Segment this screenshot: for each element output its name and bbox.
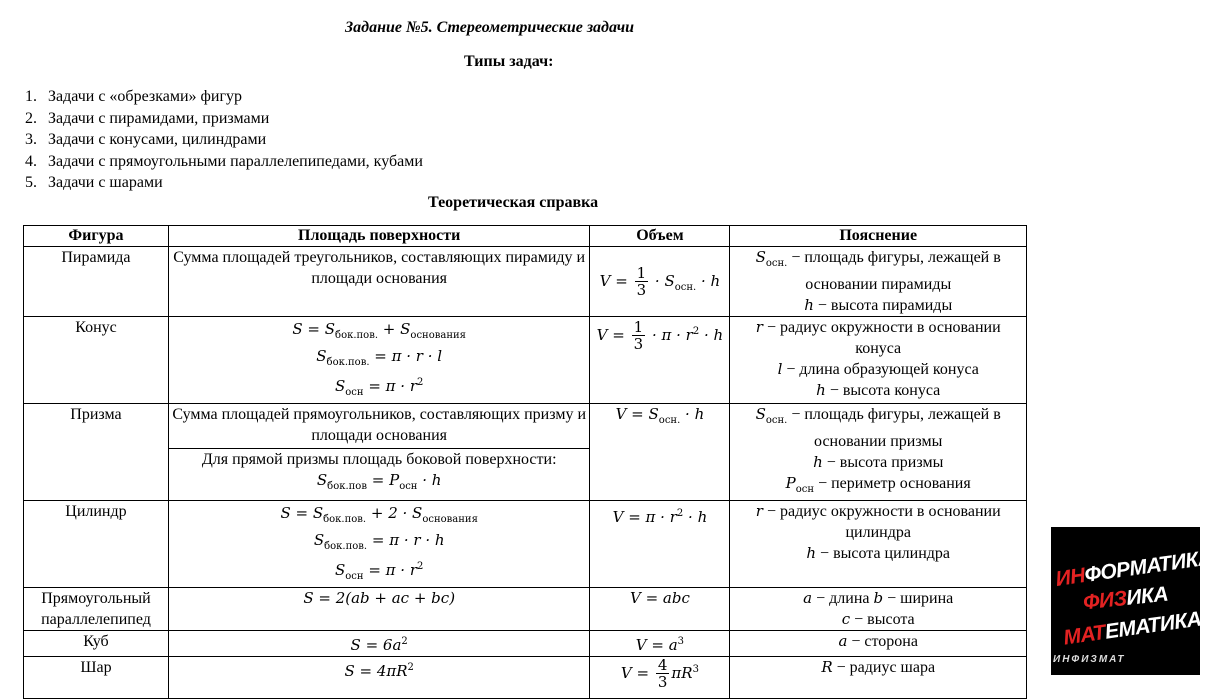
volume-formula: V = abc — [629, 589, 690, 607]
note-line: h − высота призмы — [813, 453, 944, 471]
note-line: h − высота пирамиды — [804, 296, 953, 314]
area-formula: $S = 4\pi R^2$ — [344, 662, 414, 680]
list-item-text: Задачи с конусами, цилиндрами — [48, 131, 267, 149]
list-item-number: 1. — [25, 88, 37, 105]
area-formula-line: $S_{бок.пов.} = \pi \cdot r \cdot l$ — [316, 347, 443, 368]
note-line: l − длина образующей конуса — [777, 360, 979, 378]
formula-table — [23, 225, 1027, 699]
note-line: h − высота цилиндра — [806, 544, 951, 562]
area-cell — [168, 657, 590, 699]
column-header-notes: Пояснение — [730, 226, 1027, 247]
list-item-number: 4. — [25, 152, 37, 170]
task-types-list — [25, 86, 423, 194]
area-formula: $S = 6a^2$ — [350, 636, 408, 654]
table-row-cone — [24, 317, 1027, 404]
volume-formula: $V = S_{осн.} \cdot h$ — [615, 405, 705, 426]
table-header-row — [24, 226, 1027, 247]
notes-cell: a − сторона — [730, 631, 1027, 657]
list-item-text: Задачи с «обрезками» фигур — [48, 88, 242, 105]
table-row-sphere — [24, 657, 1027, 699]
list-item-text: Задачи с прямоугольными параллелепипедами, кубами — [48, 152, 423, 170]
note-line: a − длина b − ширина — [803, 589, 954, 607]
notes-cell — [730, 501, 1027, 588]
note-line: c − высота — [841, 610, 915, 628]
list-item — [25, 86, 423, 108]
area-formula: $S_{бок.пов} = P_{осн} \cdot h$ — [316, 471, 442, 493]
volume-formula: $V = \pi \cdot r^2 \cdot h$ — [612, 508, 708, 526]
figure-cell: Цилиндр — [24, 501, 169, 588]
note-line: $S_{осн.}$ − площадь фигуры, лежащей в основании пирамиды — [755, 248, 1001, 293]
figure-cell: Конус — [24, 317, 169, 404]
area-formula: S = 2(ab + ac + bc) — [303, 589, 456, 607]
volume-cell — [590, 588, 730, 631]
volume-cell — [590, 657, 730, 699]
fraction: $\frac{1}{3}$ — [633, 318, 644, 353]
volume-cell — [590, 501, 730, 588]
area-cell: Сумма площадей треугольников, составляющих пирамиду и площади основания — [168, 247, 590, 317]
table-row-cube — [24, 631, 1027, 657]
volume-cell — [590, 631, 730, 657]
figure-cell: Прямоугольный параллелепипед — [24, 588, 169, 631]
figure-cell: Шар — [24, 657, 169, 699]
theory-heading: Теоретическая справка — [428, 194, 599, 211]
volume-cell — [590, 247, 730, 317]
area-cell: Сумма площадей прямоугольников, составляющих призму и площади основания — [168, 404, 590, 449]
area-cell — [168, 631, 590, 657]
area-formula-line: $S = S_{бок.пов.} + S_{основания}$ — [292, 320, 466, 341]
note-line: r − радиус окружности в основании цилиндра — [755, 502, 1001, 541]
note-line: $P_{осн}$ − периметр основания — [785, 474, 971, 495]
area-formula-line: $S_{осн} = \pi \cdot r^2$ — [334, 561, 424, 582]
area-formula-line: $S = S_{бок.пов.} + 2 \cdot S_{основания}$ — [280, 504, 478, 525]
table-row-prism — [24, 404, 1027, 449]
list-item-number: 3. — [25, 131, 37, 149]
figure-cell: Призма — [24, 404, 169, 501]
notes-cell: R − радиус шара — [730, 657, 1027, 699]
notes-cell — [730, 317, 1027, 404]
column-header-volume: Объем — [590, 226, 730, 247]
area-cell — [168, 501, 590, 588]
notes-cell — [730, 247, 1027, 317]
list-item — [25, 172, 423, 194]
notes-cell — [730, 404, 1027, 501]
column-header-figure: Фигура — [24, 226, 169, 247]
notes-cell — [730, 588, 1027, 631]
list-item — [25, 151, 423, 173]
volume-formula: V = $\frac{1}{3}$ · $S_{осн.} \cdot h$ — [599, 264, 721, 299]
list-item-number: 2. — [25, 109, 37, 127]
volume-cell — [590, 404, 730, 501]
logo-line: ФИЗИКА — [1081, 582, 1170, 615]
logo-caption: ИНФИЗМАТ — [1053, 654, 1126, 665]
area-formula-line: $S_{бок.пов.} = \pi \cdot r \cdot h$ — [313, 531, 445, 552]
table-row-box — [24, 588, 1027, 631]
column-header-area: Площадь поверхности — [168, 226, 590, 247]
list-item-text: Задачи с шарами — [48, 174, 163, 192]
list-item-text: Задачи с пирамидами, призмами — [48, 109, 270, 127]
figure-cell: Пирамида — [24, 247, 169, 317]
logo-line: ИНФОРМАТИКА — [1054, 546, 1214, 591]
table-row-pyramid — [24, 247, 1027, 317]
area-text: Для прямой призмы площадь боковой поверхности: — [201, 451, 557, 469]
area-cell — [168, 588, 590, 631]
volume-formula: V = $\frac{1}{3}$ · $\pi \cdot r^2 \cdot h$ — [596, 318, 724, 353]
figure-cell: Куб — [24, 631, 169, 657]
volume-formula: V = $\frac{4}{3}$ $\pi R^3$ — [620, 656, 699, 691]
volume-formula: $V = a^3$ — [635, 636, 685, 654]
fraction: $\frac{4}{3}$ — [657, 656, 668, 691]
task-types-heading: Типы задач: — [464, 53, 554, 70]
list-item-number: 5. — [25, 174, 37, 192]
page-title: Задание №5. Стереометрические задачи — [345, 19, 635, 36]
area-cell — [168, 317, 590, 404]
fraction: $\frac{1}{3}$ — [636, 264, 647, 299]
note-line: h − высота конуса — [816, 381, 941, 399]
list-item — [25, 129, 423, 151]
note-line: r − радиус окружности в основании конуса — [755, 318, 1001, 357]
volume-cell — [590, 317, 730, 404]
infizmat-logo — [1051, 527, 1214, 675]
area-formula-line: $S_{осн} = \pi \cdot r^2$ — [334, 377, 424, 398]
area-cell — [168, 449, 590, 501]
list-item — [25, 108, 423, 130]
table-row-cylinder — [24, 501, 1027, 588]
logo-line: МАТЕМАТИКА — [1062, 607, 1203, 650]
note-line: $S_{осн.}$ − площадь фигуры, лежащей в основании призмы — [755, 405, 1001, 450]
